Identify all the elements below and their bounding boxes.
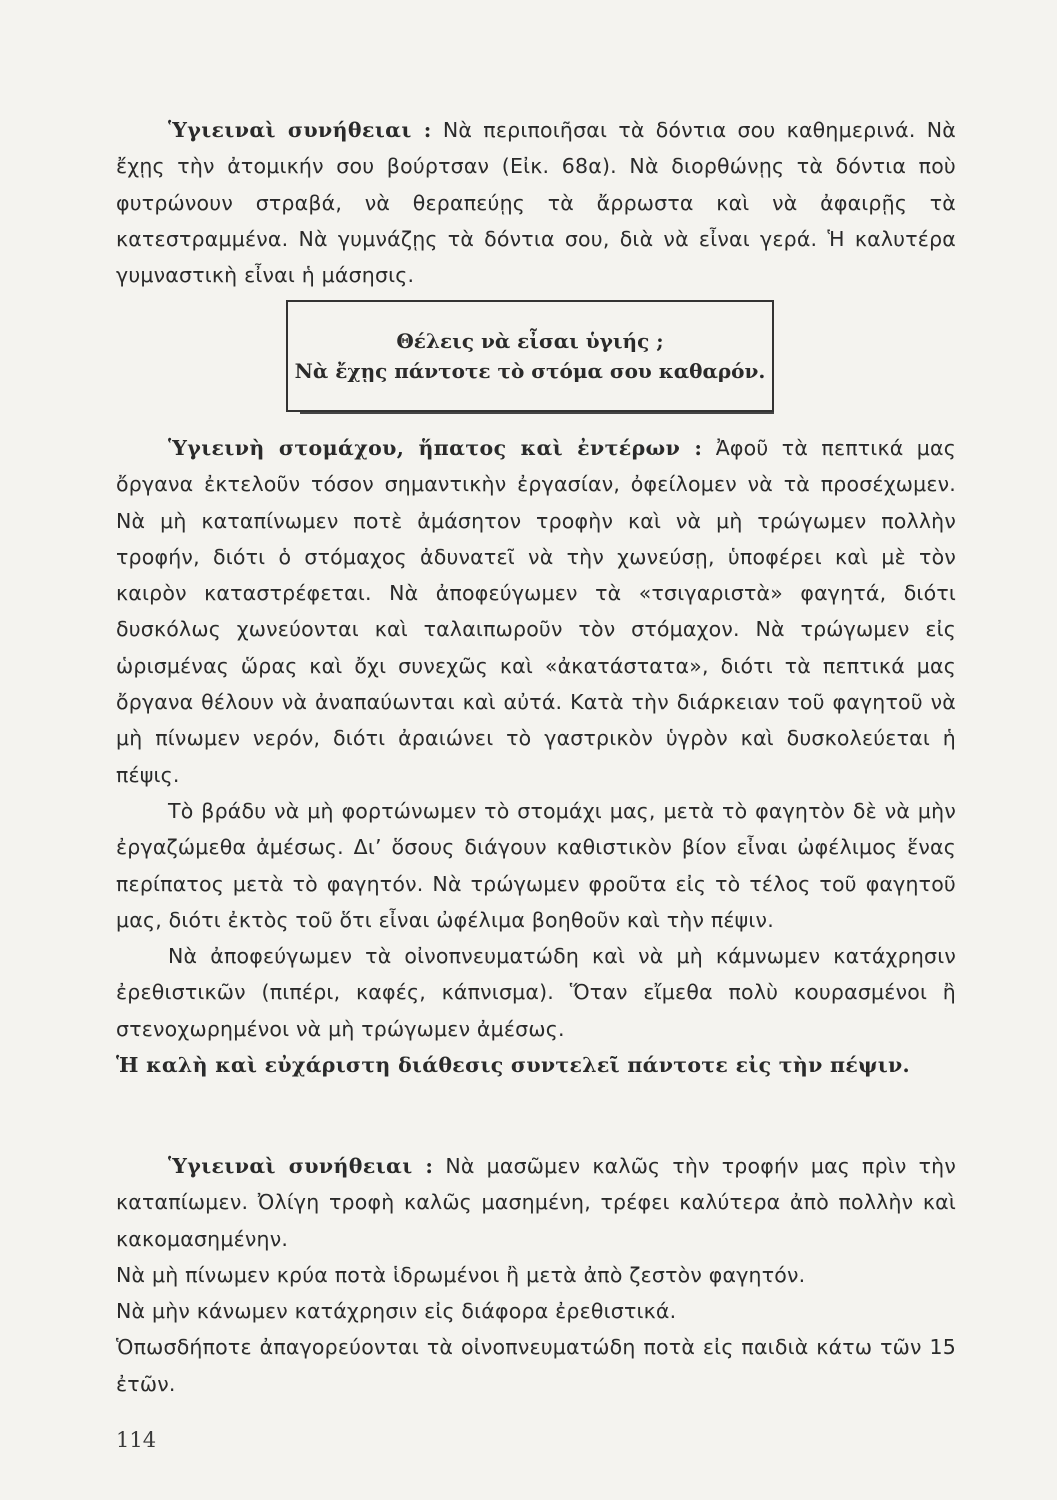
paragraph: Νὰ μὴν κάνωμεν κατάχρησιν εἰς διάφορα ἐρεθιστικά. — [116, 1299, 677, 1324]
paragraph: Νὰ μὴ πίνωμεν κρύα ποτὰ ἱδρωμένοι ἢ μετὰ ἀπὸ ζεστὸν φαγητόν. — [116, 1262, 806, 1287]
section-heading: Ὑγιεινὴ στομάχου, ἥπατος καὶ ἐντέρων : — [168, 436, 703, 460]
callout-line-1: Θέλεις νὰ εἶσαι ὑγιής ; — [396, 329, 664, 353]
section-heading: Ὑγιειναὶ συνήθειαι : — [168, 118, 432, 142]
paragraph-text: Ἀφοῦ τὰ πεπτικά μας ὄργανα ἐκτελοῦν τόσον σημαντικὴν ἐργασίαν, ὀφείλομεν νὰ τὰ προσέχωμεν. Νὰ μὴ καταπίνωμεν ποτὲ ἀμάσητον τροφὴν καὶ νὰ μὴ τρώγωμεν πολλὴν τροφήν, διότι ὁ στόμαχος ἀδυνατεῖ νὰ τὴν χωνεύσῃ, ὑποφέρει καὶ μὲ τὸν καιρὸν καταστρέφεται. Νὰ ἀποφεύγωμεν τὰ «τσιγαριστὰ» φαγητά, διότι δυσκόλως χωνεύονται καὶ ταλαιπωροῦν τὸν στόμαχον. Νὰ τρώγωμεν εἰς ὡρισμένας ὥρας καὶ ὄχι συνεχῶς καὶ «ἀκατάστατα», διότι τὰ πεπτικά μας ὄργανα θέλουν νὰ ἀναπαύωνται καὶ αὐτά. Κατὰ τὴν διάρκειαν τοῦ φαγητοῦ νὰ μὴ πίνωμεν νερόν, διότι ἀραιώνει τὸ γαστρικὸν ὑγρὸν καὶ δυσκολεύεται ἡ πέψις. — [116, 436, 956, 787]
paragraph — [116, 1148, 956, 1257]
paragraph: Τὸ βράδυ νὰ μὴ φορτώνωμεν τὸ στομάχι μας, μετὰ τὸ φαγητὸν δὲ νὰ μὴν ἐργαζώμεθα ἀμέσως. Δι’ ὅσους διάγουν καθιστικὸν βίον εἶναι ὠφέλιμος ἕνας περίπατος μετὰ τὸ φαγητόν. Νὰ τρώγωμεν φροῦτα εἰς τὸ τέλος τοῦ φαγητοῦ μας, διότι ἐκτὸς τοῦ ὅτι εἶναι ὠφέλιμα βοηθοῦν καὶ τὴν πέψιν. — [116, 798, 956, 932]
page-number: 114 — [116, 1428, 157, 1452]
section-teeth-hygiene — [116, 112, 956, 293]
paragraph: Νὰ ἀποφεύγωμεν τὰ οἰνοπνευματώδη καὶ νὰ μὴ κάμνωμεν κατάχρησιν ἐρεθιστικῶν (πιπέρι, καφές, κάπνισμα). Ὅταν εἴμεθα πολὺ κουρασμένοι ἢ στενοχωρημένοι νὰ μὴ τρώγωμεν ἀμέσως. — [116, 944, 956, 1041]
paragraph-text: Νὰ περιποιῆσαι τὰ δόντια σου καθημερινά. Νὰ ἔχῃς τὴν ἀτομικήν σου βούρτσαν (Εἰκ. 68α). Νὰ διορθώνῃς τὰ δόντια ποὺ φυτρώνουν στραβά, νὰ θεραπεύῃς τὰ ἄρρωστα καὶ νὰ ἀφαιρῇς τὰ κατεστραμμένα. Νὰ γυμνάζῃς τὰ δόντια σου, διὰ νὰ εἶναι γερά. Ἡ καλυτέρα γυμναστικὴ εἶναι ἡ μάσησις. — [116, 118, 956, 288]
paragraph — [116, 112, 956, 293]
section-digestive-hygiene — [116, 430, 956, 1083]
section-heading: Ὑγιειναὶ συνήθειαι : — [168, 1154, 434, 1178]
paragraph-text: Νὰ μασῶμεν καλῶς τὴν τροφήν μας πρὶν τὴν καταπίωμεν. Ὀλίγη τροφὴ καλῶς μασημένη, τρέφει καλύτερα ἀπὸ πολλὴν καὶ κακομασημένην. — [116, 1154, 956, 1251]
paragraph — [116, 430, 956, 793]
callout-box — [286, 300, 774, 412]
paragraph: Ὁπωσδήποτε ἀπαγορεύονται τὰ οἰνοπνευματώδη ποτὰ εἰς παιδιὰ κάτω τῶν 15 ἐτῶν. — [116, 1335, 956, 1396]
callout-rule — [300, 412, 774, 414]
bold-statement: Ἡ καλὴ καὶ εὐχάριστη διάθεσις συντελεῖ πάντοτε εἰς τὴν πέψιν. — [116, 1053, 910, 1078]
section-eating-habits — [116, 1148, 956, 1402]
callout-line-2: Νὰ ἔχῃς πάντοτε τὸ στόμα σου καθαρόν. — [294, 359, 766, 383]
